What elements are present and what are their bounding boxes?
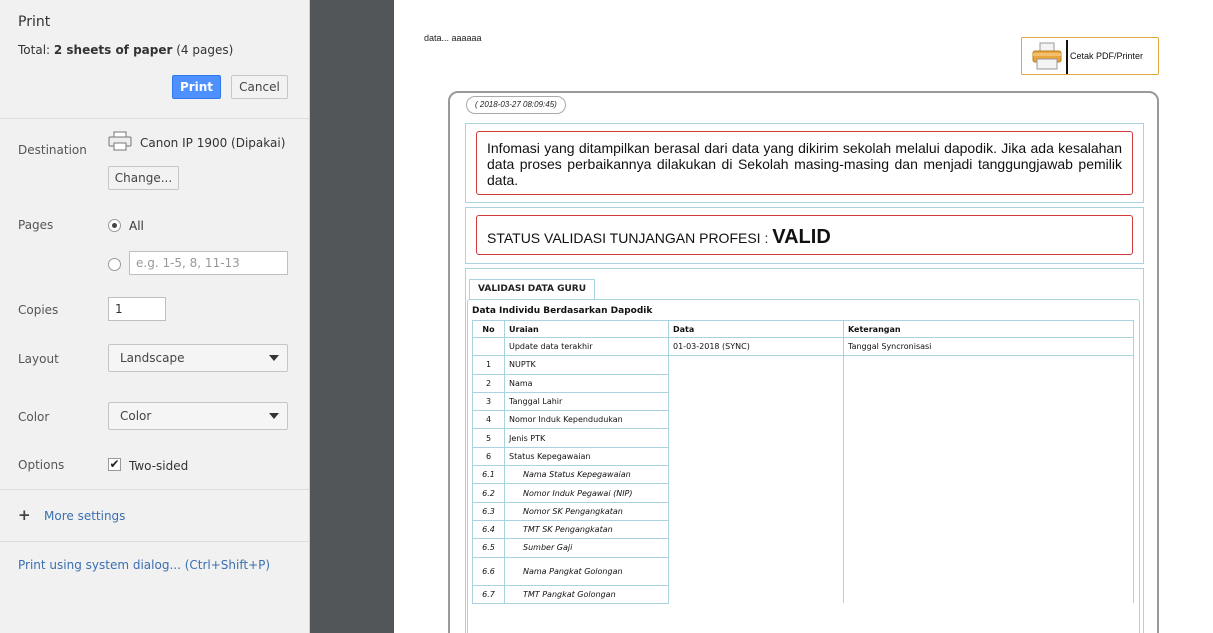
row-number: 6.5 [473, 539, 505, 557]
color-value: Color [120, 409, 152, 423]
table-row [473, 539, 1134, 557]
print-pdf-label: Cetak PDF/Printer [1070, 51, 1144, 61]
table-row [473, 411, 1134, 429]
row-number: 6.1 [473, 466, 505, 484]
divider [0, 118, 309, 119]
row-note [844, 484, 1134, 502]
pages-all-label: All [129, 219, 144, 233]
row-label: Nama Pangkat Golongan [505, 557, 669, 585]
print-preview-page [394, 0, 1213, 633]
table-row [473, 520, 1134, 538]
total-sheets: 2 sheets of paper [53, 43, 173, 57]
table-row [473, 484, 1134, 502]
row-number: 1 [473, 356, 505, 374]
cancel-button[interactable]: Cancel [231, 75, 288, 99]
row-data: 01-03-2018 (SYNC) [669, 338, 844, 356]
row-label: Jenis PTK [505, 429, 669, 447]
info-text: Infomasi yang ditampilkan berasal dari data yang dikirim sekolah melalui dapodik. Jika ada kesalahan data proses perbaikannya dilakukan di Sekolah masing-masing dan menjadi tanggungjawab pemilik data. [487, 140, 1122, 188]
row-data [669, 557, 844, 585]
column-header: Data [669, 321, 844, 338]
chevron-down-icon [269, 355, 279, 361]
change-destination-button[interactable]: Change... [108, 166, 179, 190]
row-note [844, 392, 1134, 410]
row-note [844, 557, 1134, 585]
row-label: Sumber Gaji [505, 539, 669, 557]
row-label: Nama Status Kepegawaian [505, 466, 669, 484]
row-label: Tanggal Lahir [505, 392, 669, 410]
status-alert [476, 215, 1133, 255]
row-data [669, 411, 844, 429]
row-label: Nomor SK Pengangkatan [505, 502, 669, 520]
column-header: Uraian [505, 321, 669, 338]
pages-custom-radio[interactable] [108, 258, 121, 271]
column-header: No [473, 321, 505, 338]
row-number: 6.3 [473, 502, 505, 520]
column-header: Keterangan [844, 321, 1134, 338]
table-row [473, 356, 1134, 374]
row-number: 4 [473, 411, 505, 429]
row-data [669, 447, 844, 465]
row-note [844, 356, 1134, 374]
destination-printer: Canon IP 1900 (Dipakai) [140, 136, 286, 150]
destination-label: Destination [18, 143, 87, 157]
table-row [473, 502, 1134, 520]
status-value: VALID [772, 226, 831, 248]
pages-label: Pages [18, 218, 54, 232]
divider [0, 541, 309, 542]
two-sided-checkbox[interactable]: ✔ [109, 457, 120, 471]
row-note [844, 502, 1134, 520]
print-settings-panel [0, 0, 310, 633]
row-data [669, 356, 844, 374]
row-number: 3 [473, 392, 505, 410]
row-number: 6.4 [473, 520, 505, 538]
row-data [669, 585, 844, 603]
table-row [473, 466, 1134, 484]
page-header-text: data... aaaaaa [424, 33, 482, 43]
color-label: Color [18, 410, 50, 424]
row-note [844, 374, 1134, 392]
row-number: 2 [473, 374, 505, 392]
info-panel [465, 123, 1144, 203]
pages-all-radio[interactable] [108, 219, 121, 232]
table-row [473, 392, 1134, 410]
row-data [669, 539, 844, 557]
printer-icon [1032, 42, 1062, 70]
more-settings-label: More settings [44, 509, 126, 523]
table-row [473, 447, 1134, 465]
layout-value: Landscape [120, 351, 185, 365]
teacher-data-table [472, 320, 1134, 604]
options-label: Options [18, 458, 65, 472]
divider [1066, 40, 1068, 74]
divider [0, 489, 309, 490]
row-label: TMT Pangkat Golongan [505, 585, 669, 603]
row-data [669, 429, 844, 447]
row-note [844, 466, 1134, 484]
status-panel [465, 207, 1144, 264]
copies-input[interactable]: 1 [108, 297, 166, 321]
layout-select[interactable] [108, 344, 288, 372]
table-row [473, 374, 1134, 392]
total-pages: (4 pages) [172, 43, 234, 57]
row-note [844, 539, 1134, 557]
table-row [473, 557, 1134, 585]
row-label: Status Kepegawaian [505, 447, 669, 465]
two-sided-label: Two-sided [129, 459, 189, 473]
row-number: 6.7 [473, 585, 505, 603]
row-data [669, 502, 844, 520]
row-label: TMT SK Pengangkatan [505, 520, 669, 538]
row-number: 6.6 [473, 557, 505, 585]
table-row [473, 429, 1134, 447]
row-note [844, 411, 1134, 429]
table-row [473, 585, 1134, 603]
status-text [487, 226, 831, 249]
table-header-row [473, 321, 1134, 338]
row-label: Nomor Induk Kependudukan [505, 411, 669, 429]
printer-icon [108, 131, 132, 151]
row-number: 6 [473, 447, 505, 465]
plus-icon: + [18, 506, 31, 524]
sheet-total [18, 43, 233, 57]
print-pdf-button[interactable] [1021, 37, 1159, 75]
panel-title: Print [18, 14, 51, 30]
copies-label: Copies [18, 303, 59, 317]
row-data [669, 520, 844, 538]
layout-label: Layout [18, 352, 59, 366]
total-prefix: Total: [18, 43, 54, 57]
row-data [669, 466, 844, 484]
status-label: STATUS VALIDASI TUNJANGAN PROFESI : [487, 230, 773, 246]
row-number: 6.2 [473, 484, 505, 502]
info-alert [476, 131, 1133, 195]
timestamp-badge: ( 2018-03-27 08:09:45) [466, 96, 566, 114]
row-label: NUPTK [505, 356, 669, 374]
row-label: Nama [505, 374, 669, 392]
row-note [844, 585, 1134, 603]
row-note [844, 429, 1134, 447]
row-data [669, 392, 844, 410]
system-dialog-link[interactable]: Print using system dialog... (Ctrl+Shift+P) [18, 558, 271, 572]
pages-range-input[interactable]: e.g. 1-5, 8, 11-13 [129, 251, 288, 275]
row-data [669, 484, 844, 502]
tab-validasi-data-guru[interactable]: VALIDASI DATA GURU [469, 279, 595, 299]
row-note [844, 447, 1134, 465]
row-number: 5 [473, 429, 505, 447]
row-data [669, 374, 844, 392]
table-row [473, 338, 1134, 356]
row-label: Update data terakhir [505, 338, 669, 356]
section-title: Data Individu Berdasarkan Dapodik [472, 306, 653, 316]
color-select[interactable] [108, 402, 288, 430]
print-button[interactable]: Print [172, 75, 221, 99]
more-settings-link[interactable] [18, 506, 125, 524]
row-note: Tanggal Syncronisasi [844, 338, 1134, 356]
row-label: Nomor Induk Pegawai (NIP) [505, 484, 669, 502]
row-note [844, 520, 1134, 538]
chevron-down-icon [269, 413, 279, 419]
row-number [473, 338, 505, 356]
